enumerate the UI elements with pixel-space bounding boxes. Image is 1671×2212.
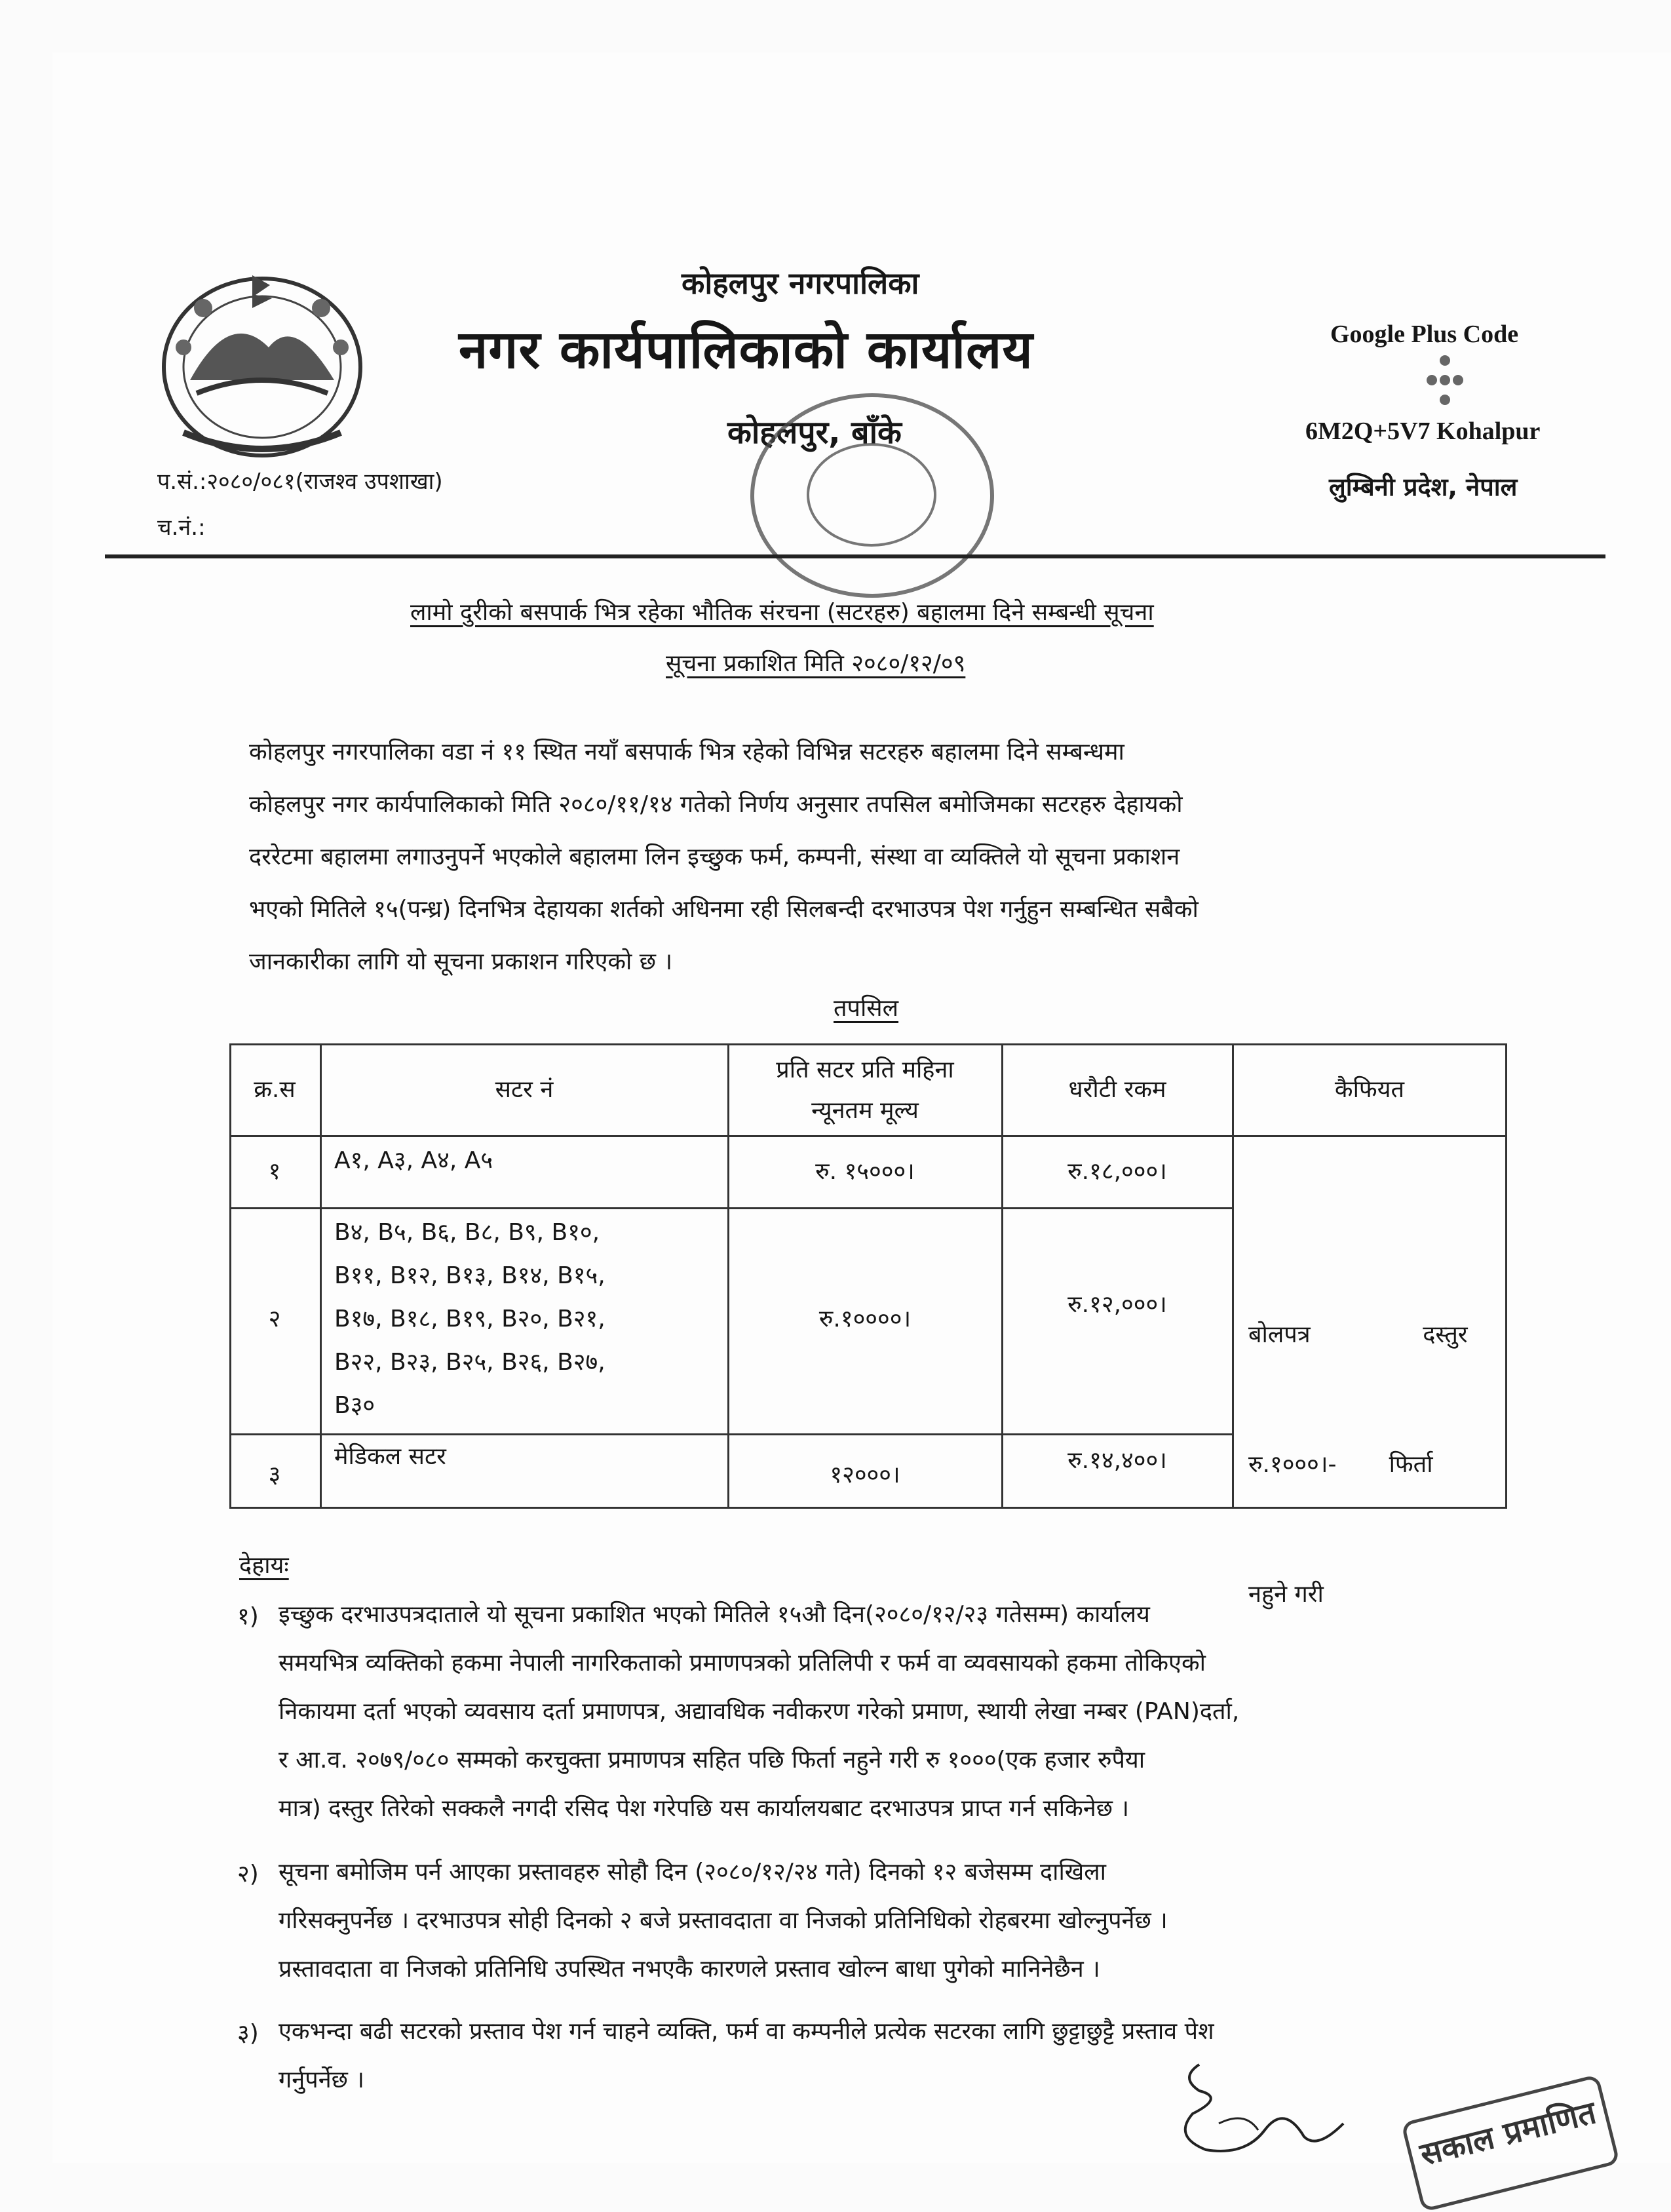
shutter-line: B११, B१२, B१३, B१४, B१५,: [334, 1262, 605, 1289]
condition-1-number: १): [237, 1603, 259, 1630]
condition-line: एकभन्दा बढी सटरको प्रस्ताव पेश गर्न चाहने व्यक्ति, फर्म वा कम्पनीले प्रत्येक सटरका लागि छुट्टाछुट्टै प्रस्ताव पेश: [278, 2018, 1214, 2045]
table-heading: तपसिल: [834, 995, 899, 1022]
office-title: नगर कार्यपालिकाको कार्यालय: [459, 319, 1033, 380]
header-min-price-line1: प्रति सटर प्रति महिना: [776, 1057, 954, 1083]
row-1-shutters: A१, A३, A४, A५: [334, 1147, 493, 1174]
condition-2-number: २): [237, 1861, 259, 1888]
row-3-sn: ३: [268, 1462, 281, 1488]
condition-line: निकायमा दर्ता भएको व्यवसाय दर्ता प्रमाणपत्र, अद्यावधिक नवीकरण गरेको प्रमाण, स्थायी लेखा नम्बर (PAN)दर्ता,: [278, 1698, 1240, 1725]
organization-name: कोहलपुर नगरपालिका: [682, 265, 919, 301]
publish-date: सूचना प्रकाशित मिति २०८०/१२/०९: [666, 650, 966, 677]
row-3-deposit: रु.१४,४००।: [1067, 1447, 1167, 1474]
intro-line: कोहलपुर नगरपालिका वडा नं ११ स्थित नयाँ बसपार्क भित्र रहेको विभिन्न सटरहरु बहालमा दिने सम्बन्धमा: [249, 739, 1124, 766]
condition-line: इच्छुक दरभाउपत्रदाताले यो सूचना प्रकाशित भएको मितिले १५औ दिन(२०८०/१२/२३ गतेसम्म) कार्यालय: [278, 1601, 1150, 1628]
signature: [1153, 2051, 1376, 2163]
shutter-line: B३०: [334, 1392, 375, 1419]
office-location: कोहलपुर, बाँके: [727, 414, 902, 451]
nepal-emblem-icon: [157, 269, 367, 465]
google-plus-code: 6M2Q+5V7 Kohalpur: [1305, 417, 1541, 445]
row-1-min-price: रु. १५०००।: [815, 1158, 915, 1185]
condition-1: [278, 1591, 1494, 1833]
condition-line: गर्नुपर्नेछ ।: [278, 2066, 364, 2093]
header-min-price-line2: न्यूनतम मूल्य: [811, 1097, 919, 1124]
shutter-line: B४, B५, B६, B८, B९, B१०,: [334, 1219, 600, 1246]
intro-line: कोहलपुर नगर कार्यपालिकाको मिति २०८०/११/१४ गतेको निर्णय अनुसार तपसिल बमोजिमका सटरहरु देहायको: [249, 791, 1183, 818]
row-3-min-price: १२०००।: [830, 1462, 900, 1488]
header-divider: [105, 554, 1605, 558]
condition-line: प्रस्तावदाता वा निजको प्रतिनिधि उपस्थित नभएकै कारणले प्रस्ताव खोल्न बाधा पुगेको मानिनेछैन ।: [278, 1956, 1100, 1983]
remarks-line: बोलपत्र दस्तुर: [1248, 1321, 1468, 1348]
google-plus-code-label: Google Plus Code: [1330, 320, 1519, 348]
plus-code-icon: [1415, 354, 1474, 406]
dispatch-number: च.नं.:: [157, 514, 206, 541]
intro-line: भएको मितिले १५(पन्ध्र) दिनभित्र देहायका शर्तको अधिनमा रही सिलबन्दी दरभाउपत्र पेश गर्नुहुन सम्बन्धित सबैको: [249, 896, 1199, 923]
header-sn: क्र.स: [254, 1076, 296, 1103]
office-stamp: [750, 393, 994, 598]
row-2-deposit: रु.१२,०००।: [1067, 1291, 1167, 1318]
condition-line: र आ.व. २०७९/०८० सम्मको करचुक्ता प्रमाणपत्र सहित पछि फिर्ता नहुने गरी रु १०००(एक हजार रुपैया: [278, 1747, 1145, 1774]
condition-line: गरिसक्नुपर्नेछ । दरभाउपत्र सोही दिनको २ बजे प्रस्तावदाता वा निजको प्रतिनिधिको रोहबरमा खोल्नुपर्नेछ ।: [278, 1907, 1168, 1934]
header-remarks: कैफियत: [1334, 1076, 1405, 1103]
header-deposit: धरौटी रकम: [1068, 1076, 1166, 1103]
row-1-sn: १: [268, 1158, 281, 1185]
certified-stamp: सकाल प्रमाणित: [1401, 2074, 1621, 2212]
condition-line: मात्र) दस्तुर तिरेको सक्कलै नगदी रसिद पेश गरेपछि यस कार्यालयबाट दरभाउपत्र प्राप्त गर्न सकिनेछ ।: [278, 1795, 1130, 1822]
row-2-min-price: रु.१००००।: [818, 1306, 912, 1332]
shutter-line: B२२, B२३, B२५, B२६, B२७,: [334, 1349, 605, 1376]
intro-line: दररेटमा बहालमा लगाउनुपर्ने भएकोले बहालमा लिन इच्छुक फर्म, कम्पनी, संस्था वा व्यक्तिले यो सूचना प्रकाशन: [249, 844, 1180, 870]
condition-line: समयभित्र व्यक्तिको हकमा नेपाली नागरिकताको प्रमाणपत्रको प्रतिलिपी र फर्म वा व्यवसायको हकमा तोकिएको: [278, 1650, 1206, 1677]
reference-number: प.सं.:२०८०/०८१(राजश्व उपशाखा): [157, 469, 443, 495]
row-2-sn: २: [268, 1306, 281, 1332]
remarks-line: नहुने गरी: [1248, 1581, 1324, 1608]
notice-title: लामो दुरीको बसपार्क भित्र रहेका भौतिक संरचना (सटरहरु) बहालमा दिने सम्बन्धी सूचना: [410, 599, 1154, 626]
header-shutter-no: सटर नं: [495, 1076, 554, 1103]
intro-paragraph: [249, 726, 1494, 988]
row-1-deposit: रु.१८,०००।: [1067, 1158, 1167, 1185]
remarks-line: रु.१०००।- फिर्ता: [1248, 1451, 1433, 1478]
conditions-heading: देहायः: [239, 1552, 289, 1579]
row-3-shutters: मेडिकल सटर: [334, 1443, 446, 1470]
condition-2: [278, 1848, 1494, 1994]
intro-line: जानकारीका लागि यो सूचना प्रकाशन गरिएको छ ।: [249, 948, 673, 975]
condition-line: सूचना बमोजिम पर्न आएका प्रस्तावहरु सोहौ दिन (२०८०/१२/२४ गते) दिनको १२ बजेसम्म दाखिला: [278, 1859, 1106, 1886]
condition-3-number: ३): [237, 2020, 259, 2047]
province-name: लुम्बिनी प्रदेश, नेपाल: [1329, 473, 1518, 501]
shutter-line: B१७, B१८, B१९, B२०, B२१,: [334, 1306, 605, 1332]
row-2-shutters: [334, 1211, 721, 1427]
